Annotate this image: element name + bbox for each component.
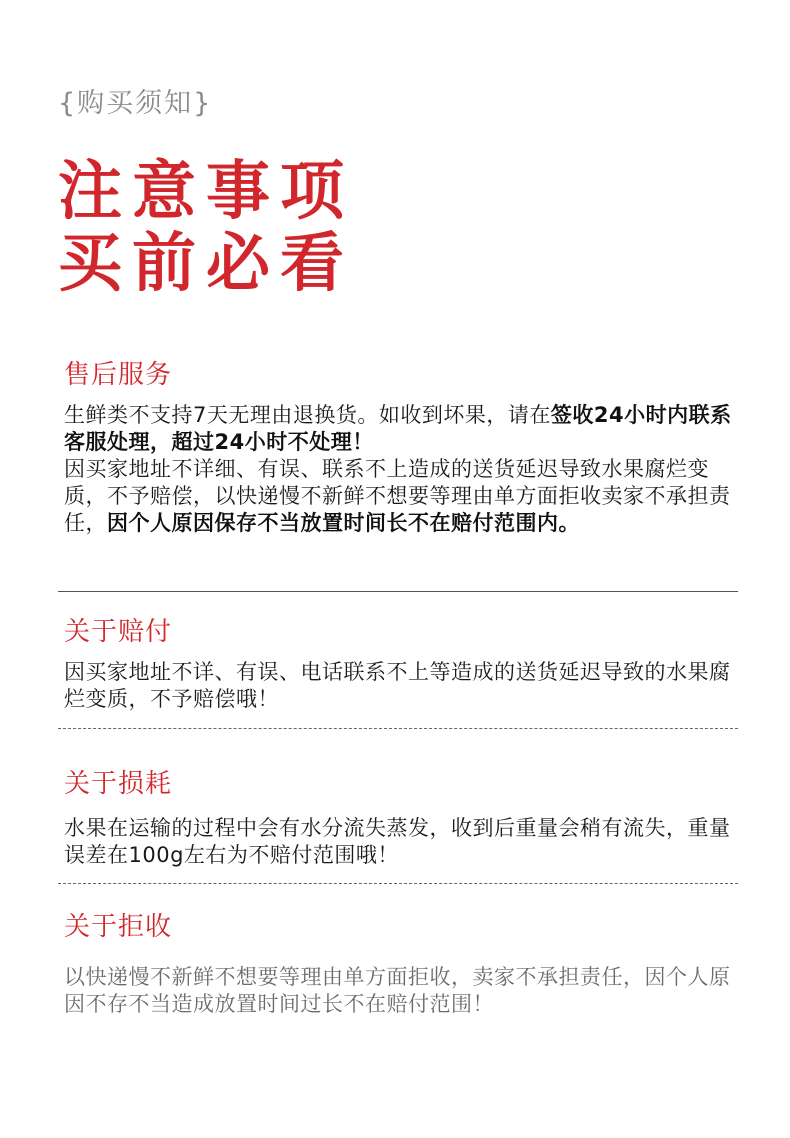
section-title-rejection: 关于拒收 — [64, 912, 173, 942]
section-body-compensation: 因买家地址不详、有误、电话联系不上等造成的送货延迟导致的水果腐烂变质，不予赔偿哦！ — [64, 660, 731, 711]
section-body-rejection: 以快递慢不新鲜不想要等理由单方面拒收，卖家不承担责任，因个人原因不存不当造成放置时间过长不在赔付范围！ — [64, 965, 731, 1016]
dashed-divider — [58, 883, 738, 884]
headline — [58, 156, 354, 300]
dashed-divider — [58, 728, 738, 729]
headline-line-1: 注意事项 — [58, 155, 354, 229]
headline-line-2: 买前必看 — [58, 227, 354, 301]
after-sales-text-2: 因买家地址不详细、有误、联系不上造成的送货延迟导致水果腐烂变质，不予赔偿，以快递慢不新鲜不想要等理由单方面拒收卖家不承担责任， — [64, 457, 731, 535]
section-body-after-sales — [64, 402, 736, 537]
section-title-loss: 关于损耗 — [64, 769, 173, 799]
purchase-notice-tag: {购买须知} — [58, 88, 213, 119]
section-body-loss: 水果在运输的过程中会有水分流失蒸发，收到后重量会稍有流失，重量误差在100g左右为不赔付范围哦！ — [64, 816, 731, 867]
section-divider — [58, 591, 738, 592]
section-title-compensation: 关于赔付 — [64, 617, 173, 647]
after-sales-text-1: 生鲜类不支持7天无理由退换货。如收到坏果，请在 — [64, 403, 551, 427]
after-sales-bold-2: 因个人原因保存不当放置时间长不在赔付范围内。 — [107, 511, 580, 535]
after-sales-bold-1: 签收24小时内联系客服处理，超过24小时不处理！ — [64, 403, 732, 454]
section-title-after-sales: 售后服务 — [64, 360, 173, 390]
